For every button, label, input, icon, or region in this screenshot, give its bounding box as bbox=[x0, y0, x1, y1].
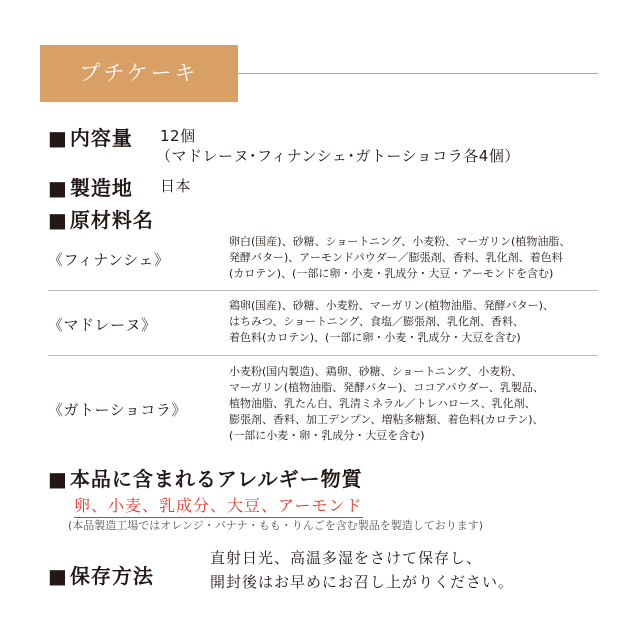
origin-label: 製造地 bbox=[69, 176, 133, 200]
storage-line-2: 開封後はお早めにお召し上がりください。 bbox=[210, 573, 515, 591]
product-name-gateau-chocolat: 《ガトーショコラ》 bbox=[48, 401, 187, 419]
allergen-heading bbox=[48, 463, 363, 492]
ingredients-gateau-chocolat bbox=[229, 364, 544, 444]
storage-heading bbox=[48, 560, 154, 589]
title-rule bbox=[238, 73, 598, 74]
ingredient-line: 植物油脂、乳たん白、乳清ミネラル／トレハロース、乳化剤、 bbox=[229, 397, 536, 410]
square-bullet-icon: ■ bbox=[48, 176, 68, 200]
square-bullet-icon: ■ bbox=[48, 208, 68, 232]
ingredients-madeleine bbox=[229, 298, 554, 346]
ingredient-line: 鶏卵(国産)、砂糖、小麦粉、マーガリン(植物油脂、発酵バター)、 bbox=[229, 299, 554, 312]
ingredient-line: (カロテン)、(一部に卵・小麦・乳成分・大豆・アーモンドを含む) bbox=[229, 267, 554, 280]
product-name-financier: 《フィナンシェ》 bbox=[48, 251, 170, 269]
ingredient-line: (一部に小麦・卵・乳成分・大豆を含む) bbox=[229, 429, 425, 442]
content-value: 12個 bbox=[160, 127, 196, 145]
ingredient-line: マーガリン(植物油脂、発酵バター)、ココアパウダー、乳製品、 bbox=[229, 381, 544, 394]
page-title: プチケーキ bbox=[79, 61, 199, 85]
ingredient-line: 発酵バター)、アーモンドパウダー／膨張剤、香料、乳化剤、着色料 bbox=[229, 251, 563, 264]
content-detail: （マドレーヌ･フィナンシェ･ガトーショコラ各4個） bbox=[156, 147, 520, 165]
ingredient-line: 卵白(国産)、砂糖、ショートニング、小麦粉、マーガリン(植物油脂、 bbox=[229, 235, 571, 248]
ingredients-label: 原材料名 bbox=[69, 208, 154, 232]
divider bbox=[48, 355, 598, 356]
square-bullet-icon: ■ bbox=[48, 126, 68, 150]
ingredient-line: 着色料(カロテン)、(一部に卵・小麦・乳成分・大豆を含む) bbox=[229, 331, 521, 344]
allergen-note: (本品製造工場ではオレンジ・バナナ・もも・りんごを含む製品を製造しております) bbox=[68, 519, 484, 532]
ingredient-line: 小麦粉(国内製造)、鶏卵、砂糖、ショートニング、小麦粉、 bbox=[229, 365, 523, 378]
origin-heading bbox=[48, 172, 133, 201]
storage-label: 保存方法 bbox=[69, 564, 154, 588]
content-heading bbox=[48, 122, 133, 151]
divider bbox=[48, 290, 598, 291]
ingredients-financier bbox=[229, 234, 570, 282]
ingredient-line: はちみつ、ショートニング、食塩／膨張剤、乳化剤、香料、 bbox=[229, 315, 525, 328]
ingredients-heading bbox=[48, 204, 154, 233]
allergen-list: 卵、小麦、乳成分、大豆、アーモンド bbox=[74, 493, 363, 518]
storage-line-1: 直射日光、高温多湿をさけて保存し、 bbox=[210, 549, 483, 567]
square-bullet-icon: ■ bbox=[48, 564, 68, 588]
square-bullet-icon: ■ bbox=[48, 467, 68, 491]
allergen-label: 本品に含まれるアレルギー物質 bbox=[69, 467, 363, 491]
product-name-madeleine: 《マドレーヌ》 bbox=[48, 316, 157, 334]
ingredient-line: 膨張剤、香料、加工デンプン、増粘多糖類、着色料(カロテン)、 bbox=[229, 413, 544, 426]
content-label: 内容量 bbox=[69, 126, 133, 150]
origin-value: 日本 bbox=[160, 177, 192, 195]
